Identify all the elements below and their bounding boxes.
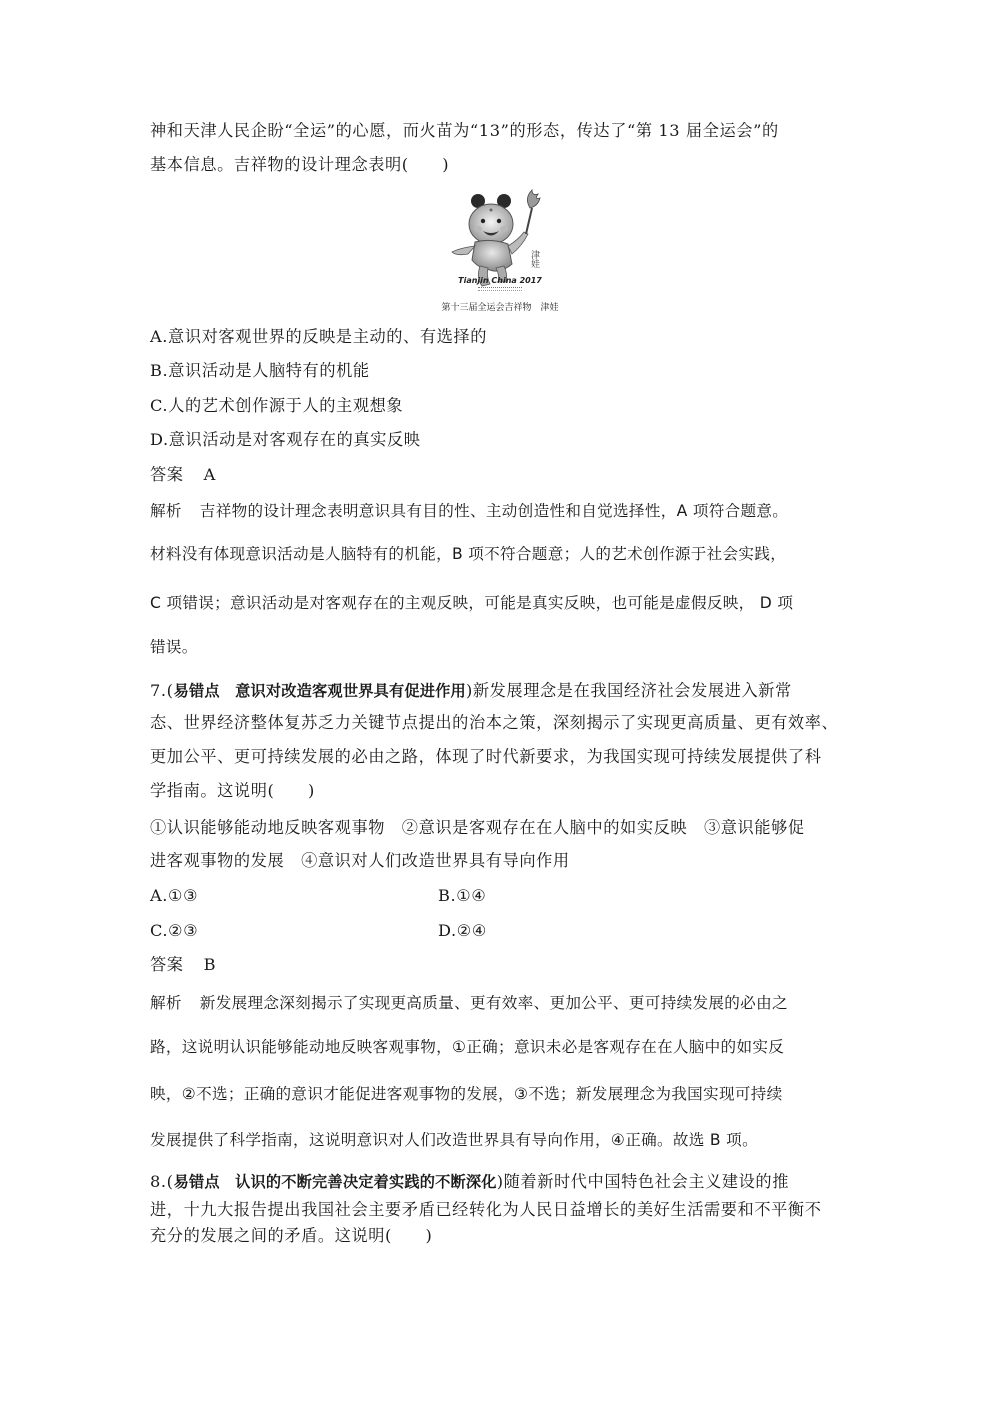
q7-options-row (150, 885, 850, 907)
q7-analysis-line: 路，这说明认识能够能动地反映客观事物，①正确；意识未必是客观存在在人脑中的如实反 (150, 1038, 785, 1056)
answer-value: B (203, 955, 217, 974)
q6-option-a: A.意识对客观世界的反映是主动的、有选择的 (150, 327, 487, 346)
answer-value: A (203, 465, 216, 484)
question-number: 8.( (150, 1172, 174, 1191)
q6-stem-line: 神和天津人民企盼“全运”的心愿，而火苗为“13”的形态，传达了“第 13 届全运会”的 (150, 121, 779, 140)
mascot-logo-text: Tianjin China 2017 (458, 276, 542, 285)
q7-analysis-line (150, 992, 850, 1014)
analysis-label: 解析 (150, 502, 182, 520)
q7-statements-line: 进客观事物的发展 ④意识对人们改造世界具有导向作用 (150, 851, 570, 870)
q7-answer (150, 954, 850, 976)
q8-stem-line: 进，十九大报告提出我国社会主要矛盾已经转化为人民日益增长的美好生活需要和不平衡不 (150, 1200, 822, 1219)
analysis-label: 解析 (150, 994, 182, 1012)
q6-answer (150, 464, 850, 486)
stem-text: )新发展理念是在我国经济社会发展进入新常 (465, 681, 792, 700)
q7-option-c: C.②③ (150, 921, 199, 940)
q8-stem-line: 充分的发展之间的矛盾。这说明( ) (150, 1226, 433, 1245)
mascot-figure (420, 188, 580, 316)
answer-label: 答案 (150, 955, 184, 974)
q7-option-b: B.①④ (438, 886, 487, 905)
q7-option-d: D.②④ (438, 921, 487, 940)
q7-analysis-line: 发展提供了科学指南，这说明意识对人们改造世界具有导向作用，④正确。故选 B 项。 (150, 1131, 758, 1149)
q6-analysis-line: 错误。 (150, 638, 198, 656)
q7-stem-line: 学指南。这说明( ) (150, 781, 315, 800)
q7-analysis-line: 映，②不选；正确的意识才能促进客观事物的发展，③不选；新发展理念为我国实现可持续 (150, 1085, 783, 1103)
mascot-name-mark: 津娃 (529, 250, 539, 268)
q7-statements-line: ①认识能够能动地反映客观事物 ②意识是客观存在在人脑中的如实反映 ③意识能够促 (150, 818, 805, 837)
stem-text: )随着新时代中国特色社会主义建设的推 (496, 1172, 790, 1191)
q6-analysis-line (150, 500, 850, 522)
mascot-logo-subline (478, 287, 522, 291)
q7-options-row (150, 920, 850, 942)
question-number: 7.( (150, 681, 174, 700)
q6-analysis-line: 材料没有体现意识活动是人脑特有的机能，B 项不符合题意；人的艺术创作源于社会实践， (150, 545, 787, 563)
q7-stem-line: 更加公平、更可持续发展的必由之路，体现了时代新要求，为我国实现可持续发展提供了科 (150, 747, 822, 766)
analysis-text: 新发展理念深刻揭示了实现更高质量、更有效率、更加公平、更可持续发展的必由之 (199, 994, 788, 1012)
q7-option-a: A.①③ (150, 886, 199, 905)
q6-option-b: B.意识活动是人脑特有的机能 (150, 361, 370, 380)
analysis-text: 吉祥物的设计理念表明意识具有目的性、主动创造性和自觉选择性，A 项符合题意。 (199, 502, 789, 520)
question-tag: 易错点 认识的不断完善决定着实践的不断深化 (173, 1173, 497, 1191)
q6-option-c: C.人的艺术创作源于人的主观想象 (150, 396, 404, 415)
figure-caption: 第十三届全运会吉祥物 津娃 (441, 303, 559, 313)
q6-stem-line: 基本信息。吉祥物的设计理念表明( ) (150, 155, 450, 174)
q6-option-d: D.意识活动是对客观存在的真实反映 (150, 430, 421, 449)
answer-label: 答案 (150, 465, 184, 484)
q6-analysis-line: C 项错误；意识活动是对客观存在的主观反映，可能是真实反映，也可能是虚假反映， D 项 (150, 594, 794, 612)
q7-stem-line: 态、世界经济整体复苏乏力关键节点提出的治本之策，深刻揭示了实现更高质量、更有效率、 (150, 713, 839, 732)
q7-stem-line (150, 680, 850, 702)
question-tag: 易错点 意识对改造客观世界具有促进作用 (173, 682, 466, 700)
q8-stem-line (150, 1171, 850, 1193)
